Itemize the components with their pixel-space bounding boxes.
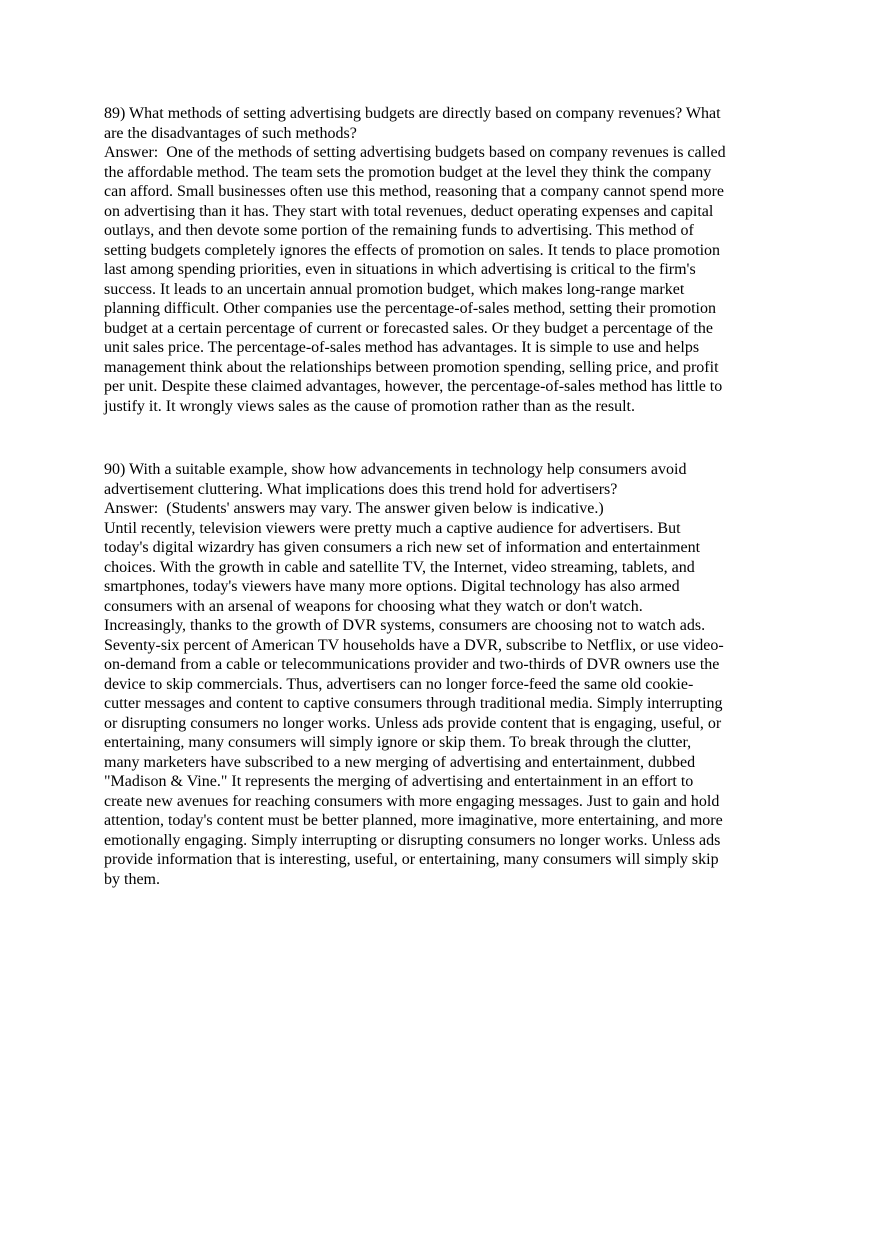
text-line: advertisement cluttering. What implications does this trend hold for advertisers? — [104, 480, 618, 498]
text-line: are the disadvantages of such methods? — [104, 124, 357, 142]
text-line: cutter messages and content to captive consumers through traditional media. Simply interrupting — [104, 695, 723, 712]
text-line: Seventy-six percent of American TV households have a DVR, subscribe to Netflix, or use video- — [104, 636, 724, 654]
text-line: the affordable method. The team sets the promotion budget at the level they think the company — [104, 163, 712, 181]
text-line: entertaining, many consumers will simply ignore or skip them. To break through the clutter, — [104, 734, 692, 751]
text-line: 89) What methods of setting advertising budgets are directly based on company revenues? What — [104, 105, 721, 122]
text-line: create new avenues for reaching consumers with more engaging messages. Just to gain and hold — [104, 792, 720, 810]
text-line: can afford. Small businesses often use this method, reasoning that a company cannot spend more — [104, 183, 724, 200]
question-90 — [104, 460, 784, 889]
text-line: outlays, and then devote some portion of the remaining funds to advertising. This method of — [104, 222, 694, 239]
text-line: by them. — [104, 870, 160, 888]
text-line: 90) With a suitable example, show how advancements in technology help consumers avoid — [104, 461, 687, 478]
text-line: on advertising than it has. They start with total revenues, deduct operating expenses and capital — [104, 202, 714, 220]
text-line: attention, today's content must be better planned, more imaginative, more entertaining, and more — [104, 812, 723, 829]
text-line: choices. With the growth in cable and satellite TV, the Internet, video streaming, tablets, and — [104, 558, 695, 576]
text-line: provide information that is interesting, useful, or entertaining, many consumers will simply skip — [104, 851, 719, 868]
text-line: Increasingly, thanks to the growth of DVR systems, consumers are choosing not to watch ads. — [104, 617, 706, 634]
text-line: device to skip commercials. Thus, advertisers can no longer force-feed the same old cookie- — [104, 675, 694, 693]
text-line: on-demand from a cable or telecommunications provider and two-thirds of DVR owners use the — [104, 656, 720, 673]
text-line: last among spending priorities, even in situations in which advertising is critical to the firm's — [104, 261, 696, 278]
text-line: Answer: (Students' answers may vary. The answer given below is indicative.) — [104, 500, 604, 517]
text-line: justify it. It wrongly views sales as the cause of promotion rather than as the result. — [104, 397, 635, 415]
text-line: planning difficult. Other companies use the percentage-of-sales method, setting their promotion — [104, 300, 716, 317]
text-line: Answer: One of the methods of setting advertising budgets based on company revenues is called — [104, 144, 726, 161]
document-page — [104, 104, 784, 888]
text-line: success. It leads to an uncertain annual promotion budget, which makes long-range market — [104, 280, 685, 298]
text-line: smartphones, today's viewers have many more options. Digital technology has also armed — [104, 578, 680, 595]
text-line: unit sales price. The percentage-of-sales method has advantages. It is simple to use and helps — [104, 339, 700, 356]
text-line: budget at a certain percentage of current or forecasted sales. Or they budget a percentage of the — [104, 319, 714, 337]
text-line: Until recently, television viewers were pretty much a captive audience for advertisers. But — [104, 519, 681, 537]
text-line: setting budgets completely ignores the effects of promotion on sales. It tends to place promotion — [104, 241, 721, 259]
text-line: per unit. Despite these claimed advantages, however, the percentage-of-sales method has little to — [104, 378, 723, 395]
text-line: consumers with an arsenal of weapons for choosing what they watch or don't watch. — [104, 597, 643, 615]
text-line: today's digital wizardry has given consumers a rich new set of information and entertainment — [104, 539, 701, 556]
question-89 — [104, 104, 784, 416]
text-line: management think about the relationships between promotion spending, selling price, and profit — [104, 358, 719, 376]
text-line: many marketers have subscribed to a new merging of advertising and entertainment, dubbed — [104, 753, 696, 771]
text-line: or disrupting consumers no longer works. Unless ads provide content that is engaging, useful, or — [104, 714, 722, 732]
text-line: "Madison & Vine." It represents the merging of advertising and entertainment in an effort to — [104, 773, 694, 790]
text-line: emotionally engaging. Simply interrupting or disrupting consumers no longer works. Unless ads — [104, 831, 721, 849]
